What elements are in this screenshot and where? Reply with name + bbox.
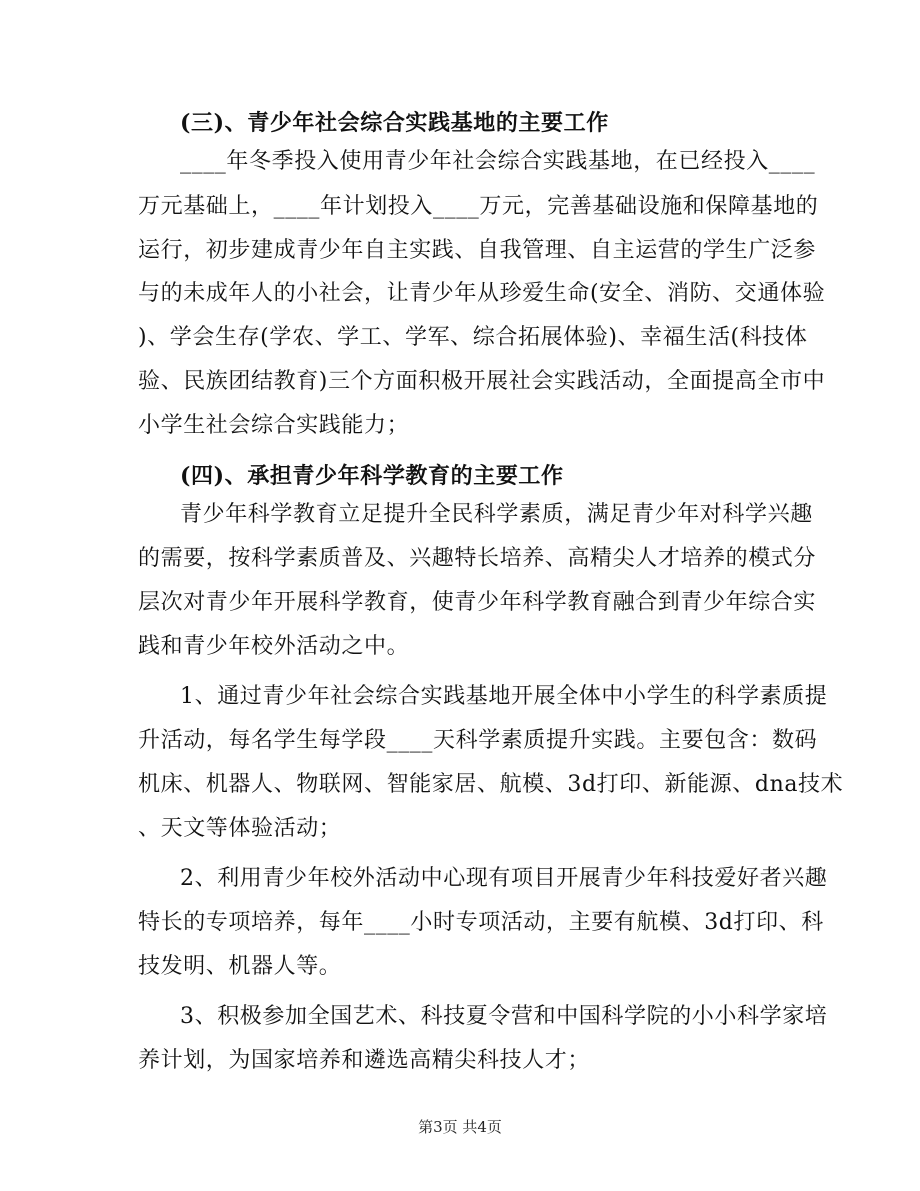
paragraph-line: 机床、机器人、物联网、智能家居、航模、3d打印、新能源、dna技术 — [138, 772, 844, 797]
paragraph-line: 运行，初步建成青少年自主实践、自我管理、自主运营的学生广泛参 — [138, 238, 817, 263]
paragraph-line: ____年冬季投入使用青少年社会综合实践基地，在已经投入____ — [180, 149, 816, 174]
paragraph-line: 践和青少年校外活动之中。 — [138, 634, 410, 659]
paragraph-line: 养计划，为国家培养和遴选高精尖科技人才； — [138, 1048, 591, 1073]
section-heading-4: (四)、承担青少年科学教育的主要工作 — [180, 463, 564, 489]
paragraph-line: 万元基础上，____年计划投入____万元，完善基础设施和保障基地的 — [138, 194, 819, 219]
page-number: 第3页 共4页 — [418, 1118, 502, 1136]
paragraph-line: 与的未成年人的小社会，让青少年从珍爱生命(安全、消防、交通体验 — [138, 281, 826, 306]
paragraph-line: 青少年科学教育立足提升全民科学素质，满足青少年对科学兴趣 — [180, 502, 813, 527]
paragraph-line: 层次对青少年开展科学教育，使青少年科学教育融合到青少年综合实 — [138, 590, 817, 615]
list-item-2: 2、利用青少年校外活动中心现有项目开展青少年科技爱好者兴趣 — [180, 866, 828, 891]
paragraph-line: 技发明、机器人等。 — [138, 954, 342, 979]
paragraph-line: 特长的专项培养，每年____小时专项活动，主要有航模、3d打印、科 — [138, 910, 824, 935]
list-item-1: 1、通过青少年社会综合实践基地开展全体中小学生的科学素质提 — [180, 684, 828, 709]
paragraph-line: 的需要，按科学素质普及、兴趣特长培养、高精尖人才培养的模式分 — [138, 546, 817, 571]
paragraph-line: )、学会生存(学农、学工、学军、综合拓展体验)、幸福生活(科技体 — [138, 325, 808, 350]
paragraph-line: 小学生社会综合实践能力； — [138, 413, 410, 438]
paragraph-line: 验、民族团结教育)三个方面积极开展社会实践活动，全面提高全市中 — [138, 369, 826, 394]
paragraph-line: 升活动，每名学生每学段____天科学素质提升实践。主要包含：数码 — [138, 728, 818, 753]
paragraph-line: 、天文等体验活动； — [138, 816, 342, 841]
section-heading-3: (三)、青少年社会综合实践基地的主要工作 — [180, 110, 609, 136]
list-item-3: 3、积极参加全国艺术、科技夏令营和中国科学院的小小科学家培 — [180, 1004, 828, 1029]
